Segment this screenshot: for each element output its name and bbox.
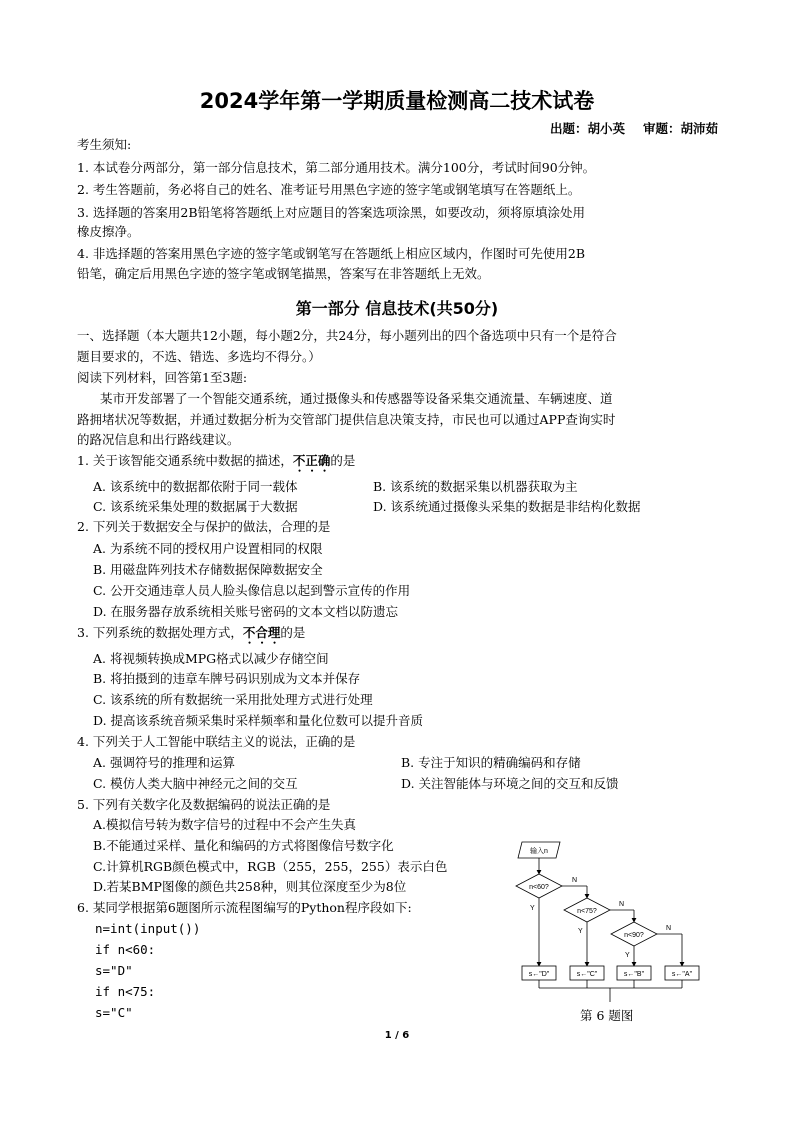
q5-option-c: C.计算机RGB颜色模式中，RGB（255，255，255）表示白色 — [93, 859, 448, 874]
page-number: 1 / 6 — [384, 1030, 410, 1041]
q2-option-d: D. 在服务器存放系统相关账号密码的文本文档以防遗忘 — [93, 604, 399, 619]
q3-keyword: 不合理 — [242, 625, 281, 640]
q5-option-d: D.若某BMP图像的颜色共258种，则其位深度至少为8位 — [93, 879, 407, 894]
q1-option-d: D. 该系统通过摄像头采集的数据是非结构化数据 — [373, 499, 641, 514]
passage-line1: 某市开发部署了一个智能交通系统，通过摄像头和传感器等设备采集交通流量、车辆速度、道 — [100, 391, 613, 406]
code-line-4: if n<75: — [95, 984, 156, 999]
figure-caption: 第 6 题图 — [580, 1008, 634, 1023]
q3-option-d: D. 提高该系统音频采集时采样频率和量化位数可以提升音质 — [93, 713, 424, 728]
flowchart-cond-2: n<75? — [577, 908, 597, 915]
notice-heading: 考生须知: — [77, 137, 132, 152]
flowchart-yes-3: Y — [625, 952, 630, 959]
notice-2: 2. 考生答题前，务必将自己的姓名、准考证号用黑色字迹的签字笔或钢笔填写在答题纸上。 — [77, 182, 581, 197]
q4-option-b: B. 专注于知识的精确编码和存储 — [401, 755, 581, 770]
exam-title: 2024学年第一学期质量检测高二技术试卷 — [199, 89, 595, 113]
section-title: 第一部分 信息技术(共50分) — [295, 299, 499, 318]
reviewer: 审题：胡沛茹 — [642, 121, 718, 136]
code-line-5: s="C" — [95, 1005, 133, 1020]
code-line-1: n=int(input()) — [95, 921, 201, 936]
flowchart-cond-3: n<90? — [624, 932, 644, 939]
author: 出题：胡小英 — [549, 121, 625, 136]
q3-stem — [77, 625, 305, 647]
flowchart-no-2: N — [619, 901, 625, 908]
passage-line3: 的路况信息和出行路线建议。 — [77, 432, 240, 447]
q1-option-b: B. 该系统的数据采集以机器获取为主 — [373, 479, 578, 494]
q5-stem: 5. 下列有关数字化及数据编码的说法正确的是 — [77, 797, 331, 812]
q3-option-c: C. 该系统的所有数据统一采用批处理方式进行处理 — [93, 692, 373, 707]
flowchart-out-c: s←"C" — [576, 971, 598, 978]
mc-intro-line2: 题目要求的，不选、错选、多选均不得分。） — [77, 349, 321, 364]
q3-stem-end: 的是 — [280, 625, 306, 640]
passage-line2: 路拥堵状况等数据，并通过数据分析为交管部门提供信息决策支持，市民也可以通过APP查询实时 — [77, 412, 616, 427]
notice-1: 1. 本试卷分两部分，第一部分信息技术，第二部分通用技术。满分100分，考试时间90分钟。 — [77, 160, 596, 175]
flowchart-no-3: N — [666, 925, 672, 932]
q5-option-a: A.模拟信号转为数字信号的过程中不会产生失真 — [93, 817, 357, 832]
flowchart-out-d: s←"D" — [528, 971, 550, 978]
notice-4-cont: 铅笔，确定后用黑色字迹的签字笔或钢笔描黑，答案写在非答题纸上无效。 — [77, 266, 490, 281]
code-line-3: s="D" — [95, 963, 133, 978]
q2-option-c: C. 公开交通违章人员人脸头像信息以起到警示宣传的作用 — [93, 583, 411, 598]
q1-option-c: C. 该系统采集处理的数据属于大数据 — [93, 499, 298, 514]
q1-keyword: 不正确 — [292, 453, 331, 468]
notice-4: 4. 非选择题的答案用黑色字迹的签字笔或钢笔写在答题纸上相应区域内，作图时可先使用2B — [77, 246, 586, 261]
code-line-2: if n<60: — [95, 942, 156, 957]
q1-stem — [77, 453, 355, 475]
flowchart-out-a: s←"A" — [671, 971, 693, 978]
mc-intro-line1: 一、选择题（本大题共12小题，每小题2分，共24分，每小题列出的四个备选项中只有一个是符合 — [77, 328, 617, 343]
q3-option-a: A. 将视频转换成MPG格式以减少存储空间 — [93, 651, 329, 666]
q6-stem: 6. 某同学根据第6题图所示流程图编写的Python程序段如下: — [77, 900, 412, 915]
q3-option-b: B. 将拍摄到的违章车牌号码识别成为文本并保存 — [93, 671, 361, 686]
notice-3-cont: 橡皮擦净。 — [77, 224, 140, 239]
flowchart-yes-2: Y — [578, 928, 583, 935]
q4-option-d: D. 关注智能体与环境之间的交互和反馈 — [401, 776, 619, 791]
read-intro: 阅读下列材料，回答第1至3题: — [77, 370, 248, 385]
q4-stem: 4. 下列关于人工智能中联结主义的说法，正确的是 — [77, 734, 356, 749]
flowchart-cond-1: n<60? — [529, 884, 549, 891]
q2-stem: 2. 下列关于数据安全与保护的做法，合理的是 — [77, 519, 331, 534]
q2-option-b: B. 用磁盘阵列技术存储数据保障数据安全 — [93, 562, 323, 577]
q1-stem-text: 1. 关于该智能交通系统中数据的描述， — [77, 453, 293, 468]
q1-stem-end: 的是 — [330, 453, 356, 468]
notice-3: 3. 选择题的答案用2B铅笔将答题纸上对应题目的答案选项涂黑，如要改动，须将原填涂处用 — [77, 205, 586, 220]
flowchart-yes-1: Y — [530, 905, 535, 912]
exam-authors — [532, 119, 718, 137]
flowchart-out-b: s←"B" — [623, 971, 645, 978]
flowchart-figure — [512, 838, 720, 1008]
q3-stem-text: 3. 下列系统的数据处理方式， — [77, 625, 243, 640]
flowchart-input-label: 输入n — [530, 848, 548, 855]
flowchart-no-1: N — [572, 877, 578, 884]
q4-option-c: C. 模仿人类大脑中神经元之间的交互 — [93, 776, 298, 791]
q4-option-a: A. 强调符号的推理和运算 — [93, 755, 235, 770]
q2-option-a: A. 为系统不同的授权用户设置相同的权限 — [93, 541, 323, 556]
q1-option-a: A. 该系统中的数据都依附于同一载体 — [93, 479, 298, 494]
q5-option-b: B.不能通过采样、量化和编码的方式将图像信号数字化 — [93, 838, 394, 853]
